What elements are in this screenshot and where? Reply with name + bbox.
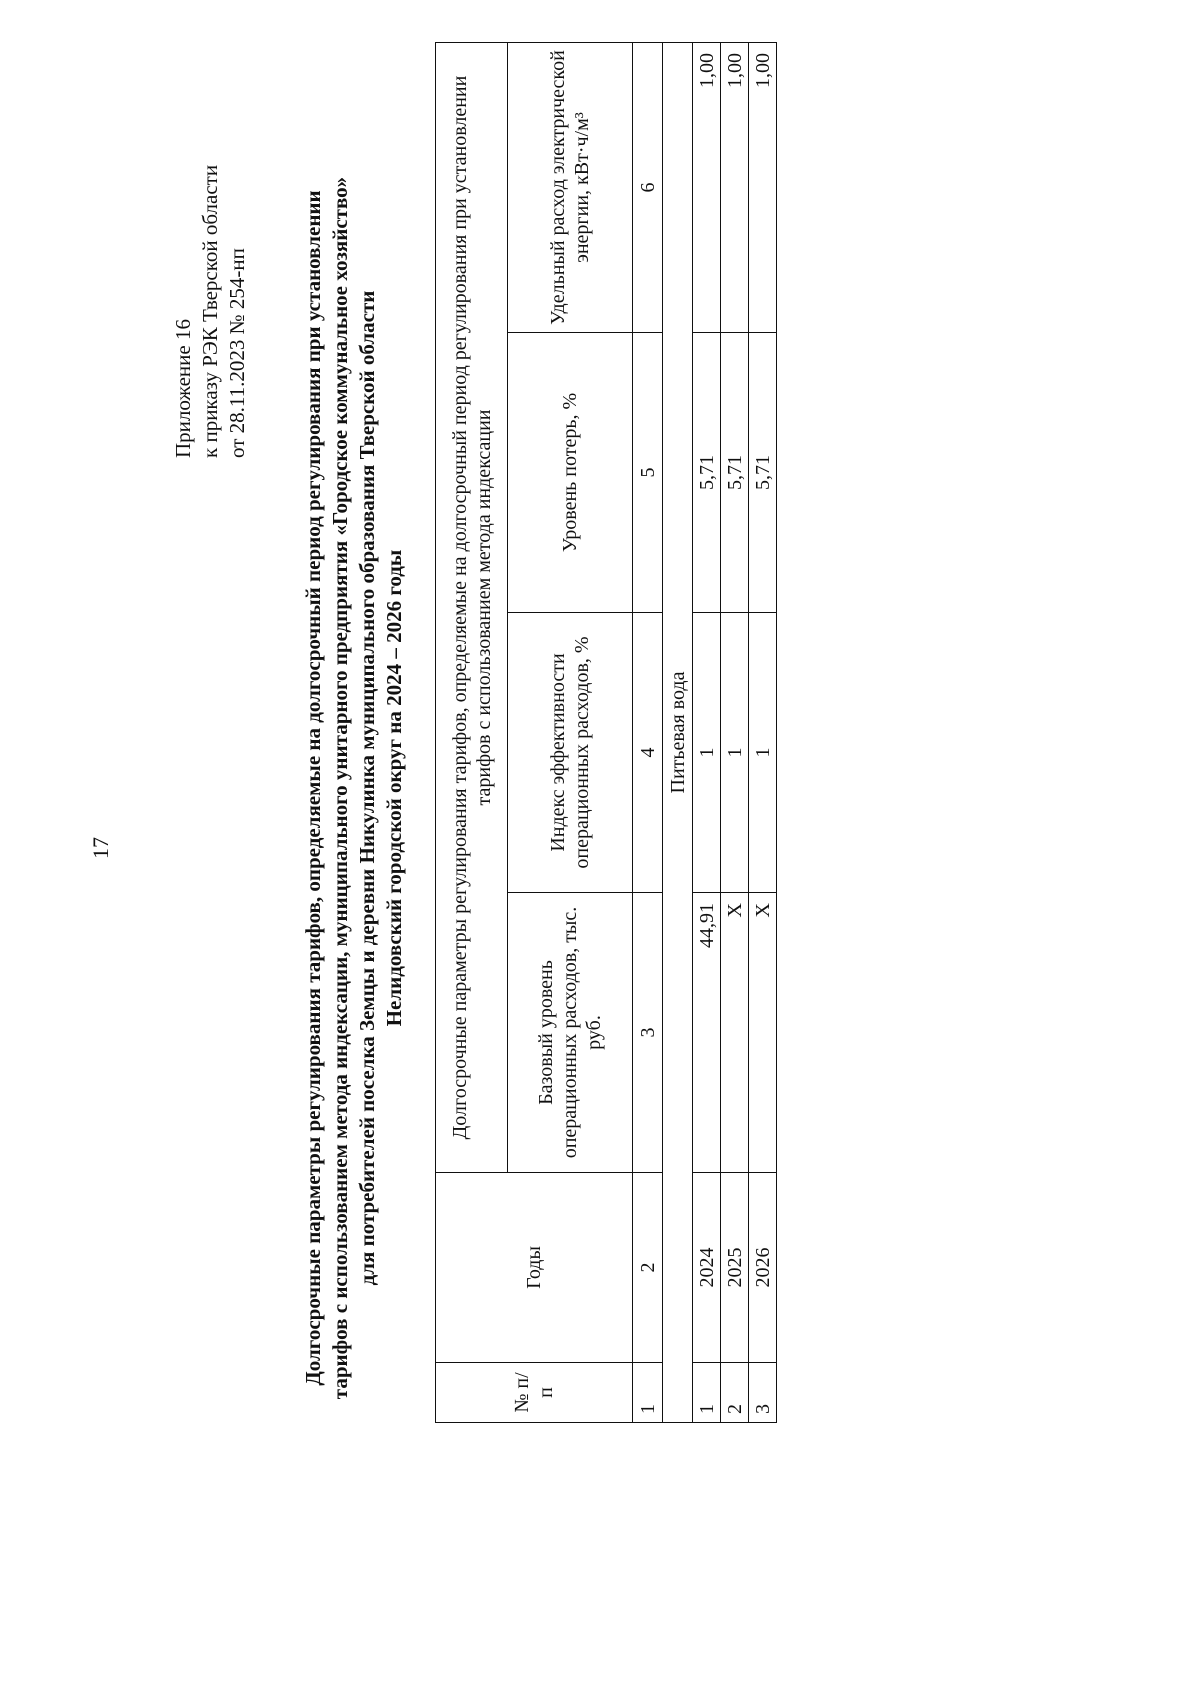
row-energy-consumption: 1,00 bbox=[721, 42, 749, 332]
row-year: 2024 bbox=[693, 1173, 721, 1363]
parameters-table bbox=[435, 42, 777, 1423]
title-line-3: для потребителей поселка Земцы и деревни Никулинка муниципального образования Тверской области bbox=[355, 290, 379, 1286]
row-number: 2 bbox=[721, 1363, 749, 1423]
header-base-opex: Базовый уровень операционных расходов, тыс. руб. bbox=[508, 893, 633, 1173]
table-row bbox=[693, 42, 721, 1422]
row-energy-consumption: 1,00 bbox=[749, 42, 777, 332]
row-base-opex: X bbox=[721, 893, 749, 1173]
appendix-line-2: к приказу РЭК Тверской области bbox=[198, 164, 222, 458]
row-base-opex: X bbox=[749, 893, 777, 1173]
header-number: № п/п bbox=[436, 1363, 633, 1423]
column-index-cell: 1 bbox=[633, 1363, 663, 1423]
row-year: 2025 bbox=[721, 1173, 749, 1363]
section-row bbox=[663, 42, 693, 1422]
row-efficiency-index: 1 bbox=[693, 613, 721, 893]
row-efficiency-index: 1 bbox=[749, 613, 777, 893]
title-line-2: тарифов с использованием метода индексации, муниципального унитарного предприятия «Городское коммунальное хозяйство» bbox=[328, 176, 352, 1400]
row-number: 3 bbox=[749, 1363, 777, 1423]
row-loss-level: 5,71 bbox=[721, 333, 749, 613]
column-index-cell: 3 bbox=[633, 893, 663, 1173]
column-index-row bbox=[633, 42, 663, 1422]
row-loss-level: 5,71 bbox=[693, 333, 721, 613]
title-line-4: Нелидовский городской округ на 2024 – 2026 годы bbox=[382, 549, 406, 1027]
column-index-cell: 6 bbox=[633, 42, 663, 332]
header-years: Годы bbox=[436, 1173, 633, 1363]
appendix-line-3: от 28.11.2023 № 254-нп bbox=[225, 248, 249, 458]
table-row bbox=[749, 42, 777, 1422]
header-energy-consumption: Удельный расход электрической энергии, кВт·ч/м³ bbox=[508, 42, 633, 332]
row-number: 1 bbox=[693, 1363, 721, 1423]
table-row bbox=[721, 42, 749, 1422]
header-efficiency-index: Индекс эффективности операционных расходов, % bbox=[508, 613, 633, 893]
title-line-1: Долгосрочные параметры регулирования тарифов, определяемые на долгосрочный период регулирования при установлении bbox=[301, 190, 325, 1386]
appendix-line-1: Приложение 16 bbox=[171, 319, 195, 458]
header-loss-level: Уровень потерь, % bbox=[508, 333, 633, 613]
row-energy-consumption: 1,00 bbox=[693, 42, 721, 332]
page-number: 17 bbox=[88, 837, 113, 859]
column-index-cell: 2 bbox=[633, 1173, 663, 1363]
column-index-cell: 5 bbox=[633, 333, 663, 613]
rotated-page bbox=[10, 8, 1190, 1688]
table-header-row bbox=[436, 42, 508, 1422]
row-base-opex: 44,91 bbox=[693, 893, 721, 1173]
row-year: 2026 bbox=[749, 1173, 777, 1363]
column-index-cell: 4 bbox=[633, 613, 663, 893]
header-group: Долгосрочные параметры регулирования тарифов, определяемые на долгосрочный период регулирования при установлении тарифов с использованием метода индексации bbox=[436, 42, 508, 1172]
section-label: Питьевая вода bbox=[663, 42, 693, 1422]
row-efficiency-index: 1 bbox=[721, 613, 749, 893]
row-loss-level: 5,71 bbox=[749, 333, 777, 613]
document-title bbox=[300, 48, 408, 1528]
appendix-block bbox=[170, 165, 251, 458]
